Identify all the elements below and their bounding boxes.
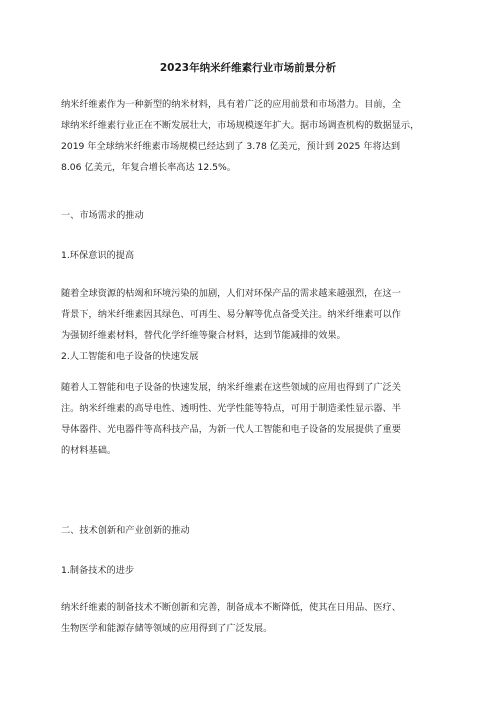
text-line: 球纳米纤维素行业正在不断发展壮大，市场规模逐年扩大。据市场调查机构的数据显示， (61, 120, 420, 131)
subsection-heading: 1.环保意识的提高 (61, 250, 135, 261)
text-line: 的材料基础。 (61, 445, 117, 456)
subsection-paragraph (61, 283, 441, 346)
section-heading: 一、市场需求的推动 (61, 210, 144, 221)
subsection-heading: 2.人工智能和电子设备的快速发展 (61, 351, 199, 362)
text-line: 生物医学和能源存储等领域的应用得到了广泛发展。 (61, 623, 273, 634)
subsection-heading: 1.制备技术的进步 (61, 565, 135, 576)
text-line: 纳米纤维素作为一种新型的纳米材料，具有着广泛的应用前景和市场潜力。目前，全 (61, 99, 401, 110)
subsection-paragraph (61, 597, 441, 639)
text-line: 纳米纤维素的制备技术不断创新和完善，制备成本不断降低，使其在日用品、医疗、 (61, 602, 401, 613)
subsection-paragraph (61, 377, 441, 461)
text-line: 导体器件、光电器件等高科技产品，为新一代人工智能和电子设备的发展提供了重要 (61, 424, 401, 435)
section-heading: 二、技术创新和产业创新的推动 (61, 525, 190, 536)
text-line: 注。纳米纤维素的高导电性、透明性、光学性能等特点，可用于制造柔性显示器、半 (61, 403, 401, 414)
document-title: 2023年纳米纤维素行业市场前景分析 (159, 62, 337, 74)
text-line: 8.06 亿美元，年复合增长率高达 12.5%。 (61, 162, 236, 173)
text-line: 为强韧纤维素材料，替代化学纤维等聚合材料，达到节能减排的效果。 (61, 330, 346, 341)
text-line: 随着全球资源的枯竭和环境污染的加剧，人们对环保产品的需求越来越强烈，在这一 (61, 288, 401, 299)
text-line: 2019 年全球纳米纤维素市场规模已经达到了 3.78 亿美元，预计到 2025 年将达到 (61, 141, 401, 152)
text-line: 随着人工智能和电子设备的快速发展，纳米纤维素在这些领域的应用也得到了广泛关 (61, 382, 401, 393)
intro-paragraph (61, 94, 441, 178)
text-line: 背景下，纳米纤维素因其绿色、可再生、易分解等优点备受关注。纳米纤维素可以作 (61, 309, 401, 320)
